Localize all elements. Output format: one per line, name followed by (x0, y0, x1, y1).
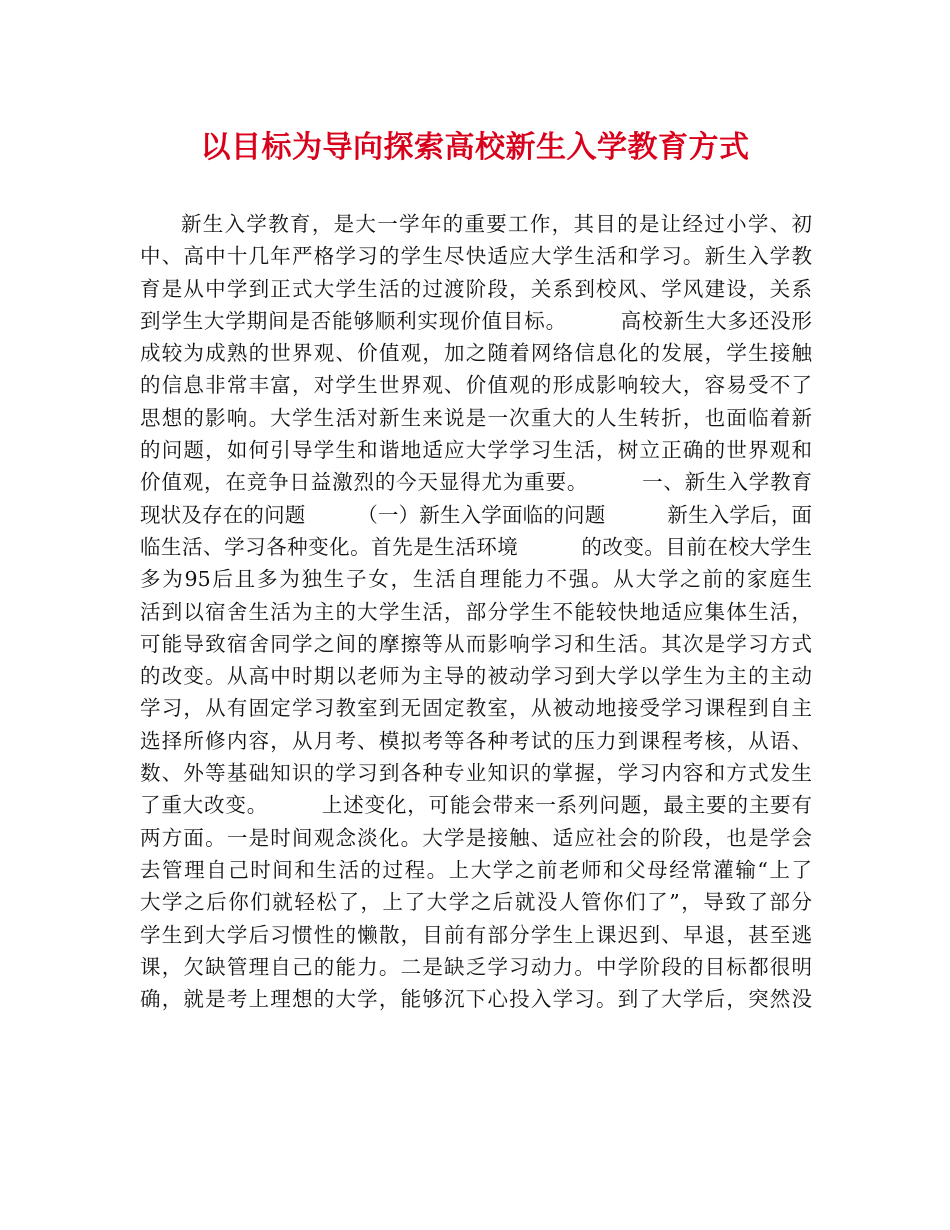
body-line: 的问题，如何引导学生和谐地适应大学学习生活，树立正确的世界观和 (140, 438, 812, 463)
body-line: 活到以宿舍生活为主的大学生活，部分学生不能较快地适应集体生活， (140, 599, 812, 624)
body-line: 课，欠缺管理自己的能力。二是缺乏学习动力。中学阶段的目标都很明 (140, 954, 812, 979)
body-line: 学生到大学后习惯性的懒散，目前有部分学生上课迟到、早退，甚至逃 (140, 922, 812, 947)
body-line: 数、外等基础知识的学习到各种专业知识的掌握，学习内容和方式发生 (140, 761, 812, 786)
body-line: 的改变。从高中时期以老师为主导的被动学习到大学以学生为主的主动 (140, 664, 812, 689)
body-line: 临生活、学习各种变化。首先是生活环境 的改变。目前在校大学生 (140, 534, 812, 559)
body-line: 价值观，在竞争日益激烈的今天显得尤为重要。 一、新生入学教育 (140, 470, 812, 495)
document-title: 以目标为导向探索高校新生入学教育方式 (200, 130, 750, 165)
body-line: 学习，从有固定学习教室到无固定教室，从被动地接受学习课程到自主 (140, 696, 812, 721)
body-line: 确，就是考上理想的大学，能够沉下心投入学习。到了大学后，突然没 (140, 987, 812, 1012)
body-line: 到学生大学期间是否能够顺利实现价值目标。 高校新生大多还没形 (140, 308, 812, 333)
body-line: 多为95后且多为独生子女，生活自理能力不强。从大学之前的家庭生 (140, 567, 812, 592)
body-line: 的信息非常丰富，对学生世界观、价值观的形成影响较大，容易受不了 (140, 373, 812, 398)
body-line: 育是从中学到正式大学生活的过渡阶段，关系到校风、学风建设，关系 (140, 276, 812, 301)
body-line: 可能导致宿舍同学之间的摩擦等从而影响学习和生活。其次是学习方式 (140, 631, 812, 656)
body-line: 新生入学教育，是大一学年的重要工作，其目的是让经过小学、初 (181, 212, 812, 236)
document-body (140, 208, 812, 1015)
body-line: 选择所修内容，从月考、模拟考等各种考试的压力到课程考核，从语、 (140, 728, 812, 753)
body-line: 中、高中十几年严格学习的学生尽快适应大学生活和学习。新生入学教 (140, 244, 812, 269)
body-line: 大学之后你们就轻松了，上了大学之后就没人管你们了”，导致了部分 (140, 890, 812, 915)
body-line: 了重大改变。 上述变化，可能会带来一系列问题，最主要的主要有 (140, 793, 812, 818)
body-line: 两方面。一是时间观念淡化。大学是接触、适应社会的阶段，也是学会 (140, 825, 812, 850)
body-line: 成较为成熟的世界观、价值观，加之随着网络信息化的发展，学生接触 (140, 341, 812, 366)
body-line: 现状及存在的问题 （一）新生入学面临的问题 新生入学后，面 (140, 502, 812, 527)
body-line: 思想的影响。大学生活对新生来说是一次重大的人生转折，也面临着新 (140, 405, 812, 430)
body-line: 去管理自己时间和生活的过程。上大学之前老师和父母经常灌输“上了 (140, 857, 812, 882)
